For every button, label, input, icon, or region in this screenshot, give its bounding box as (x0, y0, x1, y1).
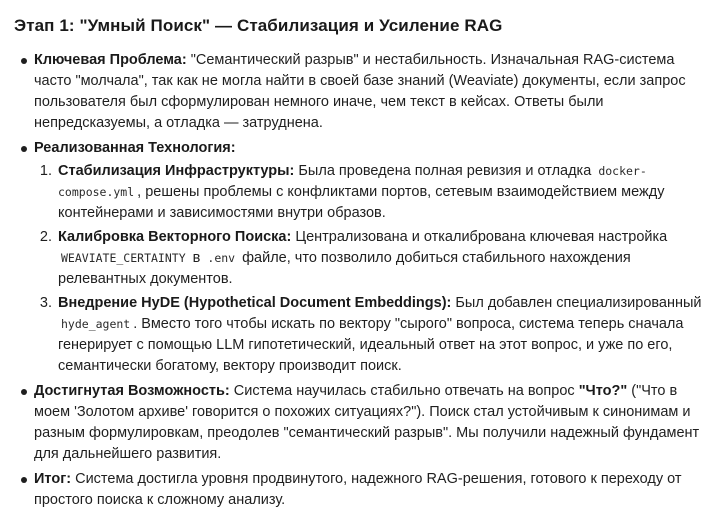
tech-item-label: Стабилизация Инфраструктуры: (58, 163, 295, 179)
achievement-text: Система научилась стабильно отвечать на вопрос (229, 383, 579, 399)
section-title: Этап 1: "Умный Поиск" — Стабилизация и Усиление RAG (14, 16, 503, 35)
tech-item-text: , решены проблемы с конфликтами портов, сетевым взаимодействием между контейнерами и зависимостями внутри образов. (58, 184, 665, 221)
tech-item-text: . Вместо того чтобы искать по вектору "сырого" вопроса, система теперь сначала генерирует с помощью LLM гипотетический, идеальный ответ на этот вопрос, и уже по его, семантически богатому, вектору производит поиск. (58, 316, 684, 374)
technology-label: Реализованная Технология: (34, 140, 236, 156)
list-item-result (34, 469, 706, 511)
list-item-achievement (34, 381, 706, 465)
achievement-question: "Что?" (578, 383, 628, 399)
problem-label: Ключевая Проблема: (34, 52, 187, 68)
list-item-problem (34, 50, 706, 134)
code-snippet: hyde_agent (61, 317, 131, 331)
achievement-text: ("Что в моем 'Золотом архиве' говорится о похожих ситуациях?"). Поиск стал устойчивым к синонимам и разным формулировкам, преодолев "семантический разрыв". Мы получили надежный фундамент для дальнейшего развития. (34, 383, 700, 462)
tech-item-infrastructure (56, 161, 706, 224)
tech-item-text: в (188, 250, 205, 266)
tech-item-text: Была проведена полная ревизия и отладка (294, 163, 596, 179)
technology-list (34, 161, 706, 377)
tech-item-label: Внедрение HyDE (Hypothetical Document Embeddings): (58, 295, 452, 311)
tech-item-vector-search (56, 227, 706, 290)
code-snippet: docker-compose.yml (58, 164, 647, 199)
tech-item-label: Калибровка Векторного Поиска: (58, 229, 292, 245)
bullet-list (14, 50, 706, 511)
tech-item-text: Был добавлен специализированный (451, 295, 702, 311)
tech-item-hyde (56, 293, 706, 377)
code-snippet: WEAVIATE_CERTAINTY (61, 251, 186, 265)
achievement-label: Достигнутая Возможность: (34, 383, 230, 399)
list-item-technology (34, 138, 706, 377)
tech-item-text: Централизована и откалибрована ключевая настройка (291, 229, 668, 245)
code-snippet: .env (207, 251, 236, 265)
result-text: Система достигла уровня продвинутого, надежного RAG-решения, готового к переходу от простого поиска к сложному анализу. (34, 471, 682, 508)
problem-text: "Семантический разрыв" и нестабильность. Изначальная RAG-система часто "молчала", так как не могла найти в своей базе знаний (Weaviate) документы, если запрос пользователя был сформулирован немного иначе, чем текст в кейсах. Ответы были непредсказуемы, а отладка — затруднена. (34, 52, 686, 131)
tech-item-text: файле, что позволило добиться стабильного нахождения релевантных документов. (58, 250, 631, 287)
result-label: Итог: (34, 471, 72, 487)
